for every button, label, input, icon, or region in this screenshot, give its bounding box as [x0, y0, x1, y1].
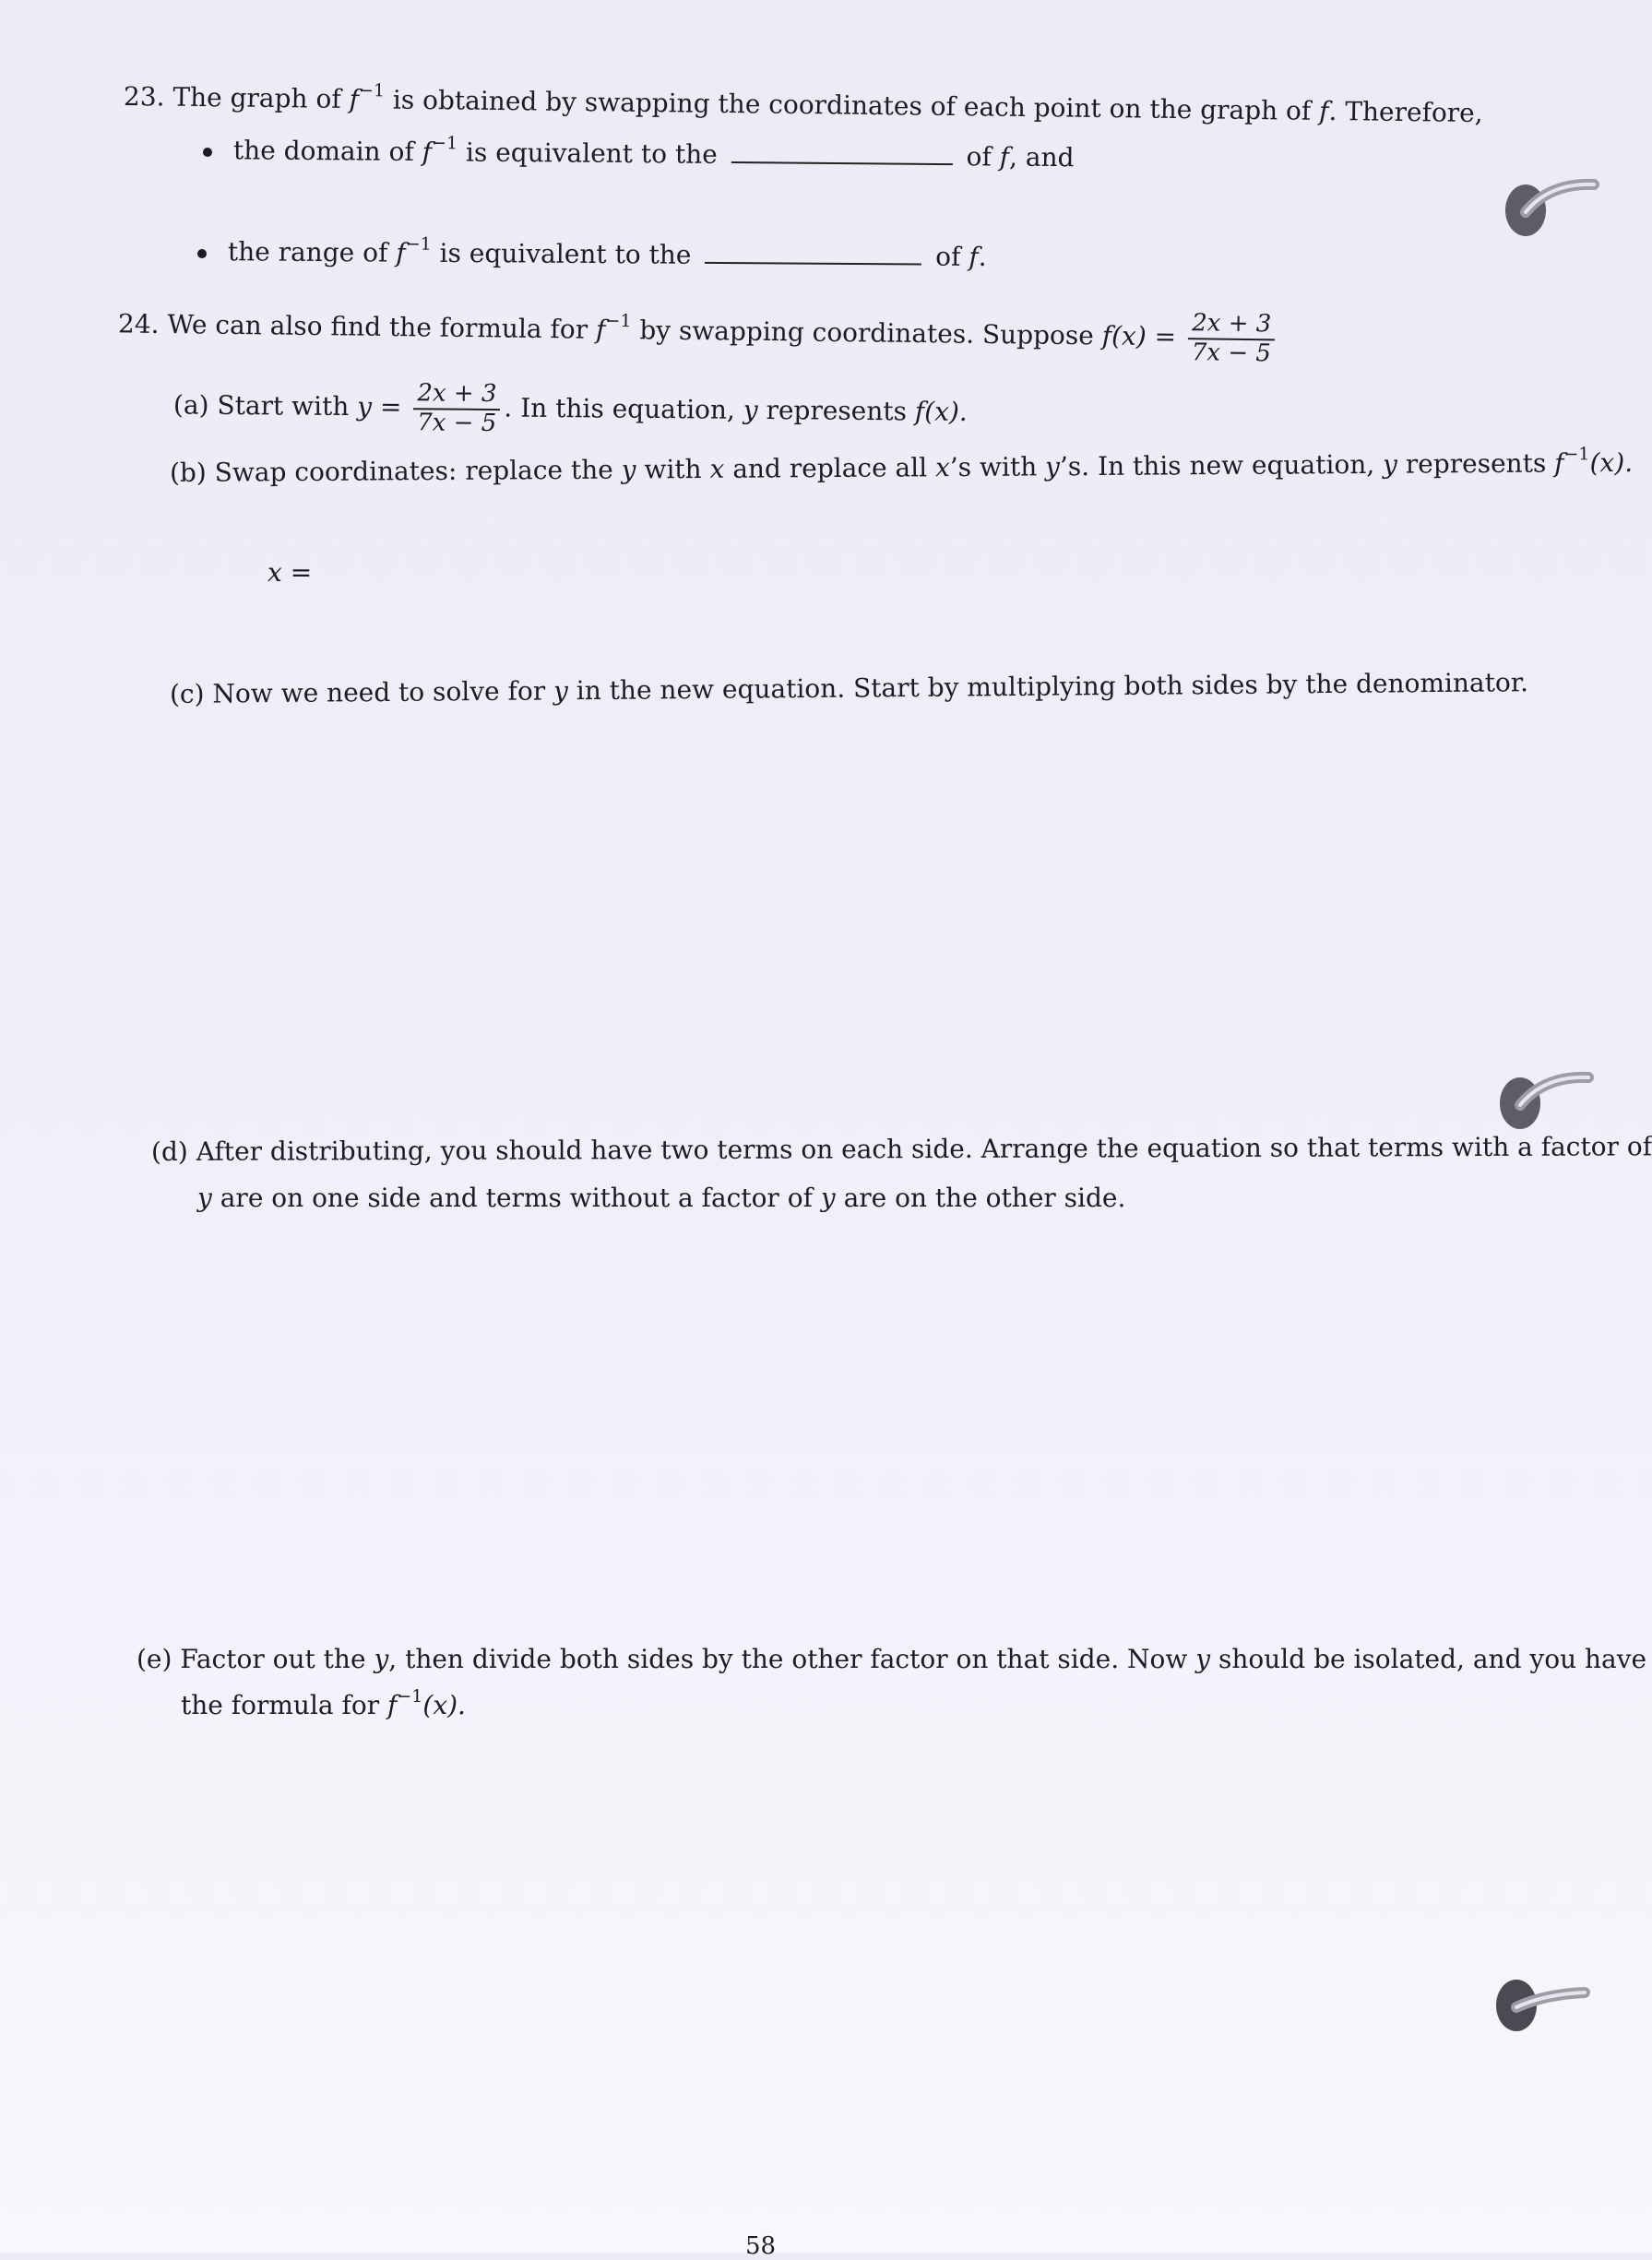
- q24-part-e-line2: the formula for $f^{-1}(x)$.: [181, 1686, 466, 1720]
- x-equals-workspace[interactable]: x =: [267, 557, 313, 588]
- binder-ring-icon: [1494, 175, 1596, 240]
- q24-part-d-line2: y are on one side and terms without a factor of y are on the other side.: [197, 1183, 1126, 1213]
- range-answer-blank[interactable]: [705, 260, 921, 266]
- bullet-icon: [197, 249, 207, 258]
- q24-part-d: (d) After distributing, you should have two terms on each side. Arrange the equation so that terms with a factor of: [150, 1131, 1652, 1167]
- binder-ring-icon: [1485, 1970, 1587, 2035]
- q24-intro: 24. We can also find the formula for $f^{-1}$ by swapping coordinates. Suppose f(x) = $\frac{2x + 3}{7x - 5}$: [118, 297, 1279, 368]
- q23-intro: 23. The graph of $f^{-1}$ is obtained by swapping the coordinates of each point on the graph of f. Therefore,: [123, 80, 1483, 129]
- q23-number: 23.: [123, 81, 165, 113]
- q24-part-e: (e) Factor out the y, then divide both sides by the other factor on that side. Now y should be isolated, and you have: [137, 1644, 1647, 1674]
- q24-part-b: (b) Swap coordinates: replace the y with x and replace all x’s with y’s. In this new equation, y represents $f^{-1}(x)$.: [169, 444, 1634, 488]
- f-fraction: $\frac{2x + 3}{7x - 5}$: [1188, 310, 1276, 368]
- bullet-icon: [203, 148, 212, 157]
- q24-number: 24.: [117, 308, 160, 339]
- binder-ring-icon: [1489, 1070, 1590, 1135]
- q24-part-c: (c) Now we need to solve for y in the new equation. Start by multiplying both sides by the denominator.: [169, 667, 1529, 709]
- q23-bullet-domain: the domain of $f^{-1}$ is equivalent to the of f, and: [203, 135, 1075, 173]
- page-number: 58: [745, 2232, 777, 2260]
- q23-bullet-range: the range of $f^{-1}$ is equivalent to the of f.: [197, 236, 987, 273]
- domain-answer-blank[interactable]: [731, 160, 953, 165]
- q24-part-a: (a) Start with y = $\frac{2x + 3}{7x - 5}$ . In this equation, y represents f(x).: [172, 379, 968, 437]
- y-fraction: $\frac{2x + 3}{7x - 5}$: [413, 380, 501, 438]
